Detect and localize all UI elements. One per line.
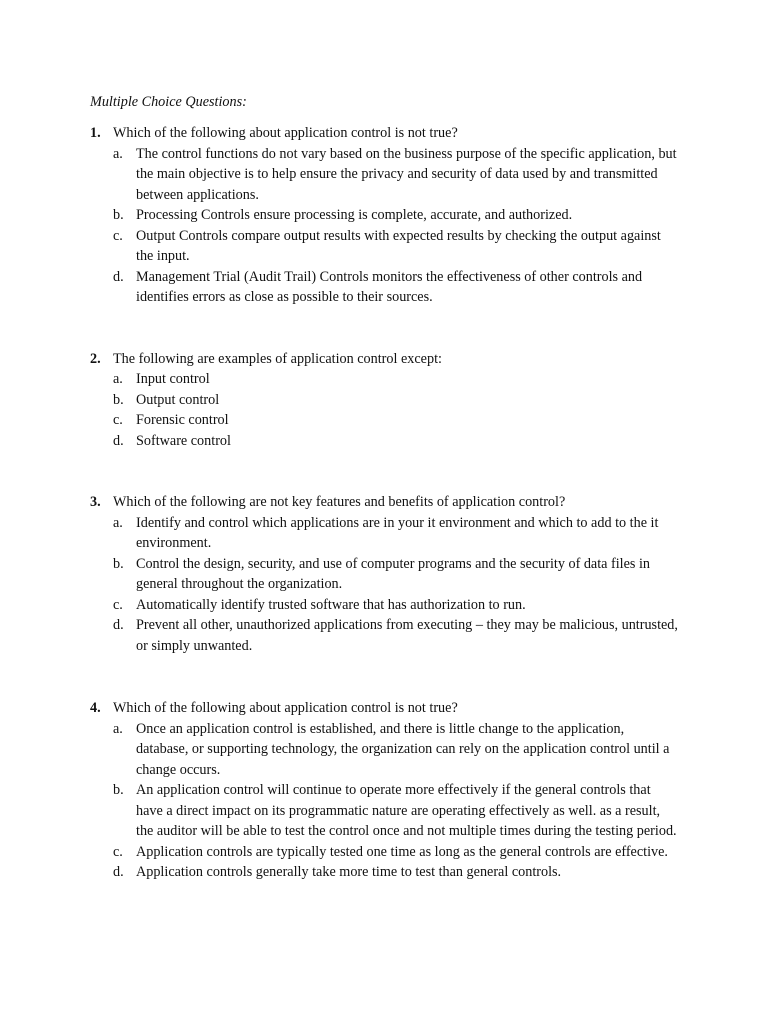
option-letter: b. bbox=[113, 391, 124, 408]
option-list bbox=[90, 719, 680, 883]
question-2 bbox=[90, 349, 680, 452]
option-letter: a. bbox=[113, 720, 123, 737]
option-letter: d. bbox=[113, 268, 124, 285]
option-item bbox=[90, 267, 680, 308]
option-text: An application control will continue to operate more effectively if the general controls that have a direct impact on its programmatic nature are operating effectively as well. as a result, the auditor will be able to test the control once and not multiple times during the testing period. bbox=[136, 782, 677, 839]
option-list bbox=[90, 513, 680, 657]
question-text: Which of the following about application control is not true? bbox=[113, 125, 458, 141]
option-letter: a. bbox=[113, 514, 123, 531]
option-text: Input control bbox=[136, 371, 210, 387]
question-number: 1. bbox=[90, 125, 101, 141]
option-item bbox=[90, 554, 680, 595]
option-letter: a. bbox=[113, 145, 123, 162]
option-letter: c. bbox=[113, 843, 123, 860]
option-list bbox=[90, 369, 680, 451]
option-item bbox=[90, 513, 680, 554]
option-text: The control functions do not vary based on the business purpose of the specific application, but the main objective is to help ensure the privacy and security of data used by and transmitted between applications. bbox=[136, 145, 677, 203]
option-letter: c. bbox=[113, 596, 123, 613]
option-letter: b. bbox=[113, 207, 124, 223]
option-item bbox=[90, 780, 680, 842]
option-item bbox=[90, 595, 680, 616]
question-text: Which of the following about application control is not true? bbox=[113, 700, 458, 716]
option-item bbox=[90, 719, 680, 781]
option-text: Application controls are typically tested one time as long as the general controls are effective. bbox=[136, 843, 668, 860]
option-item bbox=[90, 842, 680, 863]
question-number: 4. bbox=[90, 700, 101, 716]
question-text: Which of the following are not key features and benefits of application control? bbox=[113, 494, 566, 510]
option-item bbox=[90, 410, 680, 431]
option-text: Prevent all other, unauthorized applications from executing – they may be malicious, untrusted, or simply unwanted. bbox=[136, 617, 678, 654]
option-text: Output Controls compare output results with expected results by checking the output against the input. bbox=[136, 227, 661, 264]
option-letter: c. bbox=[113, 227, 123, 244]
question-4 bbox=[90, 698, 680, 883]
option-text: Management Trial (Audit Trail) Controls monitors the effectiveness of other controls and identifies errors as close as possible to their sources. bbox=[136, 268, 643, 305]
option-item bbox=[90, 205, 680, 226]
option-text: Software control bbox=[136, 432, 231, 449]
option-item bbox=[90, 390, 680, 411]
option-text: Once an application control is established, and there is little change to the application, database, or supporting technology, the organization can rely on the application control until a change occurs. bbox=[136, 720, 670, 778]
option-text: Application controls generally take more time to test than general controls. bbox=[136, 864, 562, 880]
option-text: Control the design, security, and use of computer programs and the security of data files in general throughout the organization. bbox=[136, 555, 651, 592]
option-text: Automatically identify trusted software that has authorization to run. bbox=[136, 596, 526, 613]
option-item bbox=[90, 615, 680, 656]
option-letter: b. bbox=[113, 782, 124, 798]
option-item bbox=[90, 862, 680, 883]
option-item bbox=[90, 144, 680, 206]
option-text: Processing Controls ensure processing is complete, accurate, and authorized. bbox=[136, 207, 573, 223]
option-item bbox=[90, 431, 680, 452]
option-letter: d. bbox=[113, 432, 124, 449]
option-list bbox=[90, 144, 680, 308]
question-text: The following are examples of application control except: bbox=[113, 350, 442, 367]
option-text: Forensic control bbox=[136, 412, 229, 428]
option-letter: c. bbox=[113, 412, 123, 428]
option-letter: d. bbox=[113, 617, 124, 633]
option-letter: d. bbox=[113, 864, 124, 880]
option-text: Identify and control which applications are in your it environment and which to add to the it environment. bbox=[136, 514, 659, 551]
option-letter: a. bbox=[113, 371, 123, 387]
question-1 bbox=[90, 123, 680, 308]
option-letter: b. bbox=[113, 555, 124, 572]
section-heading: Multiple Choice Questions: bbox=[90, 94, 247, 110]
option-text: Output control bbox=[136, 391, 220, 408]
question-number: 3. bbox=[90, 494, 101, 510]
option-item bbox=[90, 369, 680, 390]
question-number: 2. bbox=[90, 350, 101, 367]
question-3 bbox=[90, 492, 680, 656]
option-item bbox=[90, 226, 680, 267]
